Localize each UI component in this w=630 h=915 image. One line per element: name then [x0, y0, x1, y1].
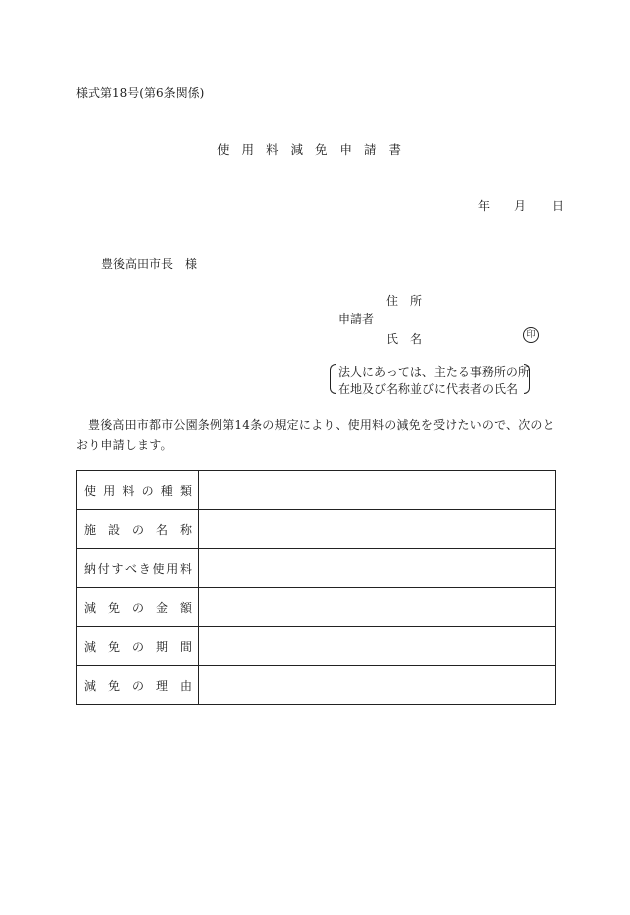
title-char: 書 [388, 142, 414, 157]
title-char: 免 [315, 142, 340, 157]
corporate-note-line: 在地及び名称並びに代表者の氏名 [338, 382, 519, 396]
row-value-field[interactable] [199, 666, 556, 705]
row-label: 減免の期間 [77, 627, 199, 666]
table-row [77, 666, 556, 705]
row-label: 使用料の種類 [77, 471, 199, 510]
body-text: 豊後高田市都市公園条例第14条の規定により、使用料の減免を受けたいので、次のとおり申請します。 [76, 418, 555, 452]
row-label: 施設の名称 [77, 510, 199, 549]
table-row [77, 588, 556, 627]
row-label: 減免の金額 [77, 588, 199, 627]
title-char: 申 [339, 142, 365, 157]
recipient-name: 豊後高田市長 [101, 257, 174, 271]
details-table [76, 470, 556, 705]
applicant-label: 申請者 [338, 312, 375, 326]
title-char: 請 [364, 142, 389, 157]
form-number: 様式第18号(第6条関係) [76, 86, 205, 100]
seal-icon: 印 [523, 327, 539, 343]
title-char: 用 [241, 142, 266, 157]
date-day-label: 日 [552, 199, 565, 213]
row-value-field[interactable] [199, 510, 556, 549]
row-value-field[interactable] [199, 588, 556, 627]
row-label: 納付すべき使用料 [77, 549, 199, 588]
address-label: 住所 [386, 294, 435, 308]
document-title [0, 140, 630, 158]
date-year-label: 年 [478, 199, 491, 213]
title-char: 使 [216, 142, 242, 157]
table-row [77, 627, 556, 666]
corporate-note-line: 法人にあっては、主たる事務所の所 [338, 365, 530, 379]
date-row [454, 197, 564, 214]
recipient [101, 255, 197, 272]
table-row [77, 510, 556, 549]
title-char: 減 [290, 142, 315, 157]
table-row [77, 471, 556, 510]
row-value-field[interactable] [199, 627, 556, 666]
date-month-label: 月 [514, 199, 527, 213]
name-label: 氏名 [386, 332, 435, 346]
row-value-field[interactable] [199, 471, 556, 510]
left-bracket [330, 364, 336, 394]
table-row [77, 549, 556, 588]
row-value-field[interactable] [199, 549, 556, 588]
corporate-note [330, 363, 530, 395]
title-char: 料 [265, 142, 291, 157]
row-label: 減免の理由 [77, 666, 199, 705]
recipient-honorific: 様 [185, 257, 198, 271]
right-bracket [524, 364, 530, 394]
